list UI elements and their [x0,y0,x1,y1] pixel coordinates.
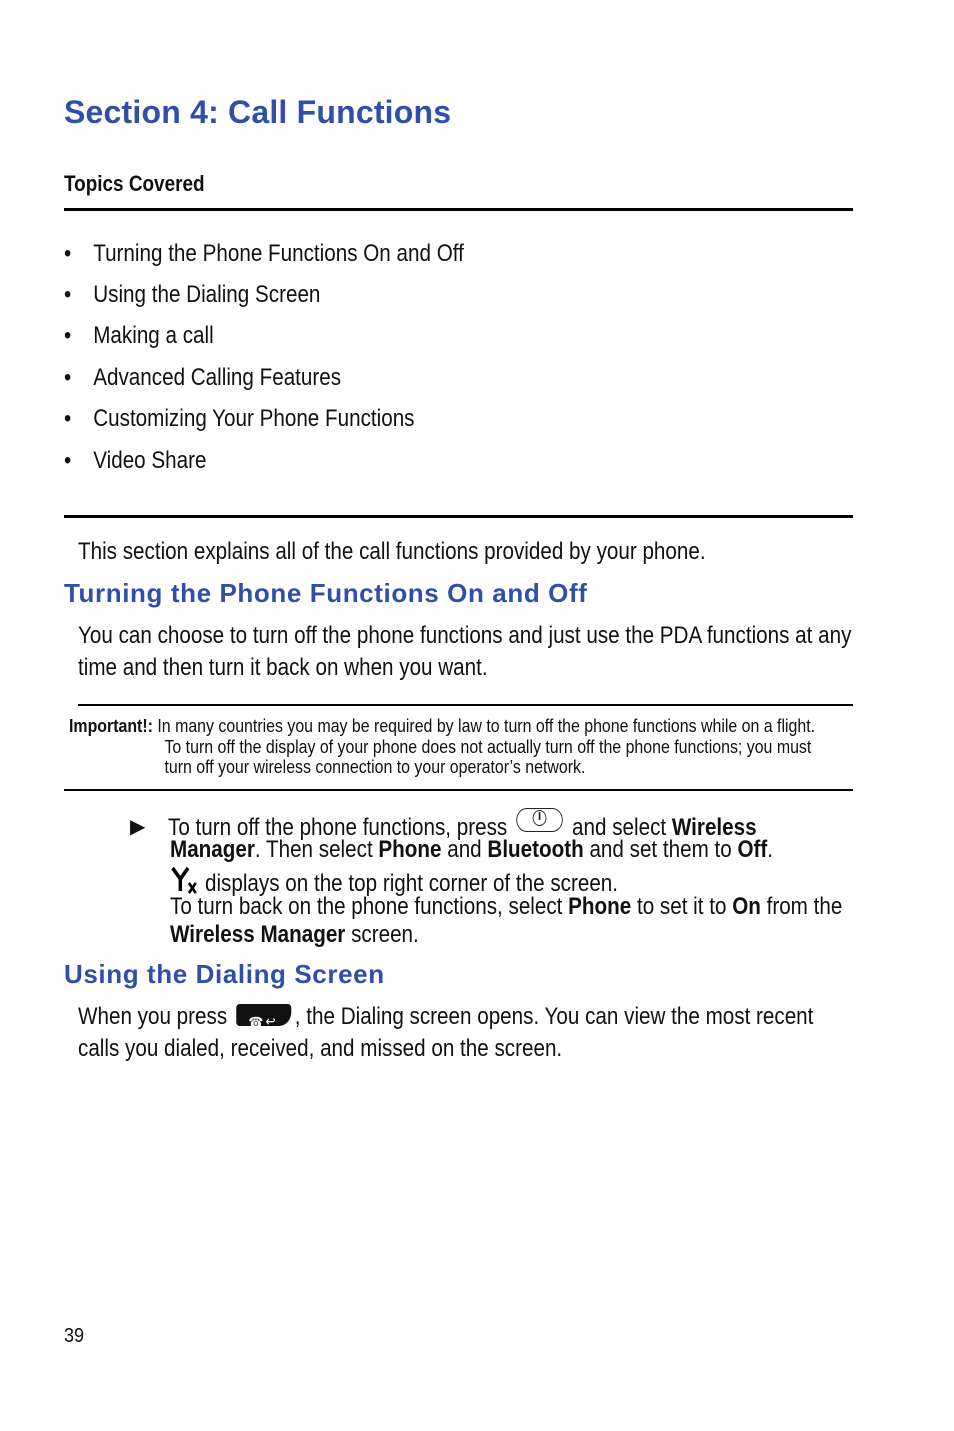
power-key-icon [516,808,562,832]
step-arrow-icon: ▶ [130,816,146,838]
list-item: • Video Share [64,447,207,474]
divider [64,515,853,518]
section2-line2: calls you dialed, received, and missed on the screen. [78,1035,563,1062]
list-item: • Advanced Calling Features [64,364,342,391]
important-note: Important!: In many countries you may be required by law to turn off the phone functions while on a flight. To turn off the display of your phone does not actually turn off the phone functions; you must turn off your wireless connection to your operator’s network. [69,715,816,777]
list-item: • Making a call [64,322,214,349]
call-key-icon: ☎ ↩ [236,1004,291,1026]
divider [64,208,853,211]
section2-line1: When you press ☎ ↩ , the Dialing screen opens. You can view the most recent [78,1003,814,1030]
important-label: Important!: [69,715,153,736]
step-line3: displays on the top right corner of the screen. [170,865,618,899]
step-line1: To turn off the phone functions, press and select Wireless [168,808,757,843]
list-item: • Using the Dialing Screen [64,281,321,308]
divider [78,704,853,706]
intro-text: This section explains all of the call functions provided by your phone. [78,538,706,565]
section1-para-line2: time and then turn it back on when you want. [78,654,488,681]
step-line2: Manager. Then select Phone and Bluetooth and set them to Off. [170,836,774,863]
topics-heading: Topics Covered [64,171,205,196]
page-number: 39 [64,1325,85,1347]
antenna-off-icon [170,865,199,893]
page-title: Section 4: Call Functions [64,94,452,130]
section1-para-line1: You can choose to turn off the phone functions and just use the PDA functions at any [78,622,852,649]
list-item: • Customizing Your Phone Functions [64,405,415,432]
section-heading-dialing-screen: Using the Dialing Screen [64,959,385,989]
step-line4: To turn back on the phone functions, select Phone to set it to On from the [170,893,843,920]
list-item: • Turning the Phone Functions On and Off [64,240,464,267]
step-line5: Wireless Manager screen. [170,921,419,948]
divider [64,789,853,791]
section-heading-turning-on-off: Turning the Phone Functions On and Off [64,578,588,608]
